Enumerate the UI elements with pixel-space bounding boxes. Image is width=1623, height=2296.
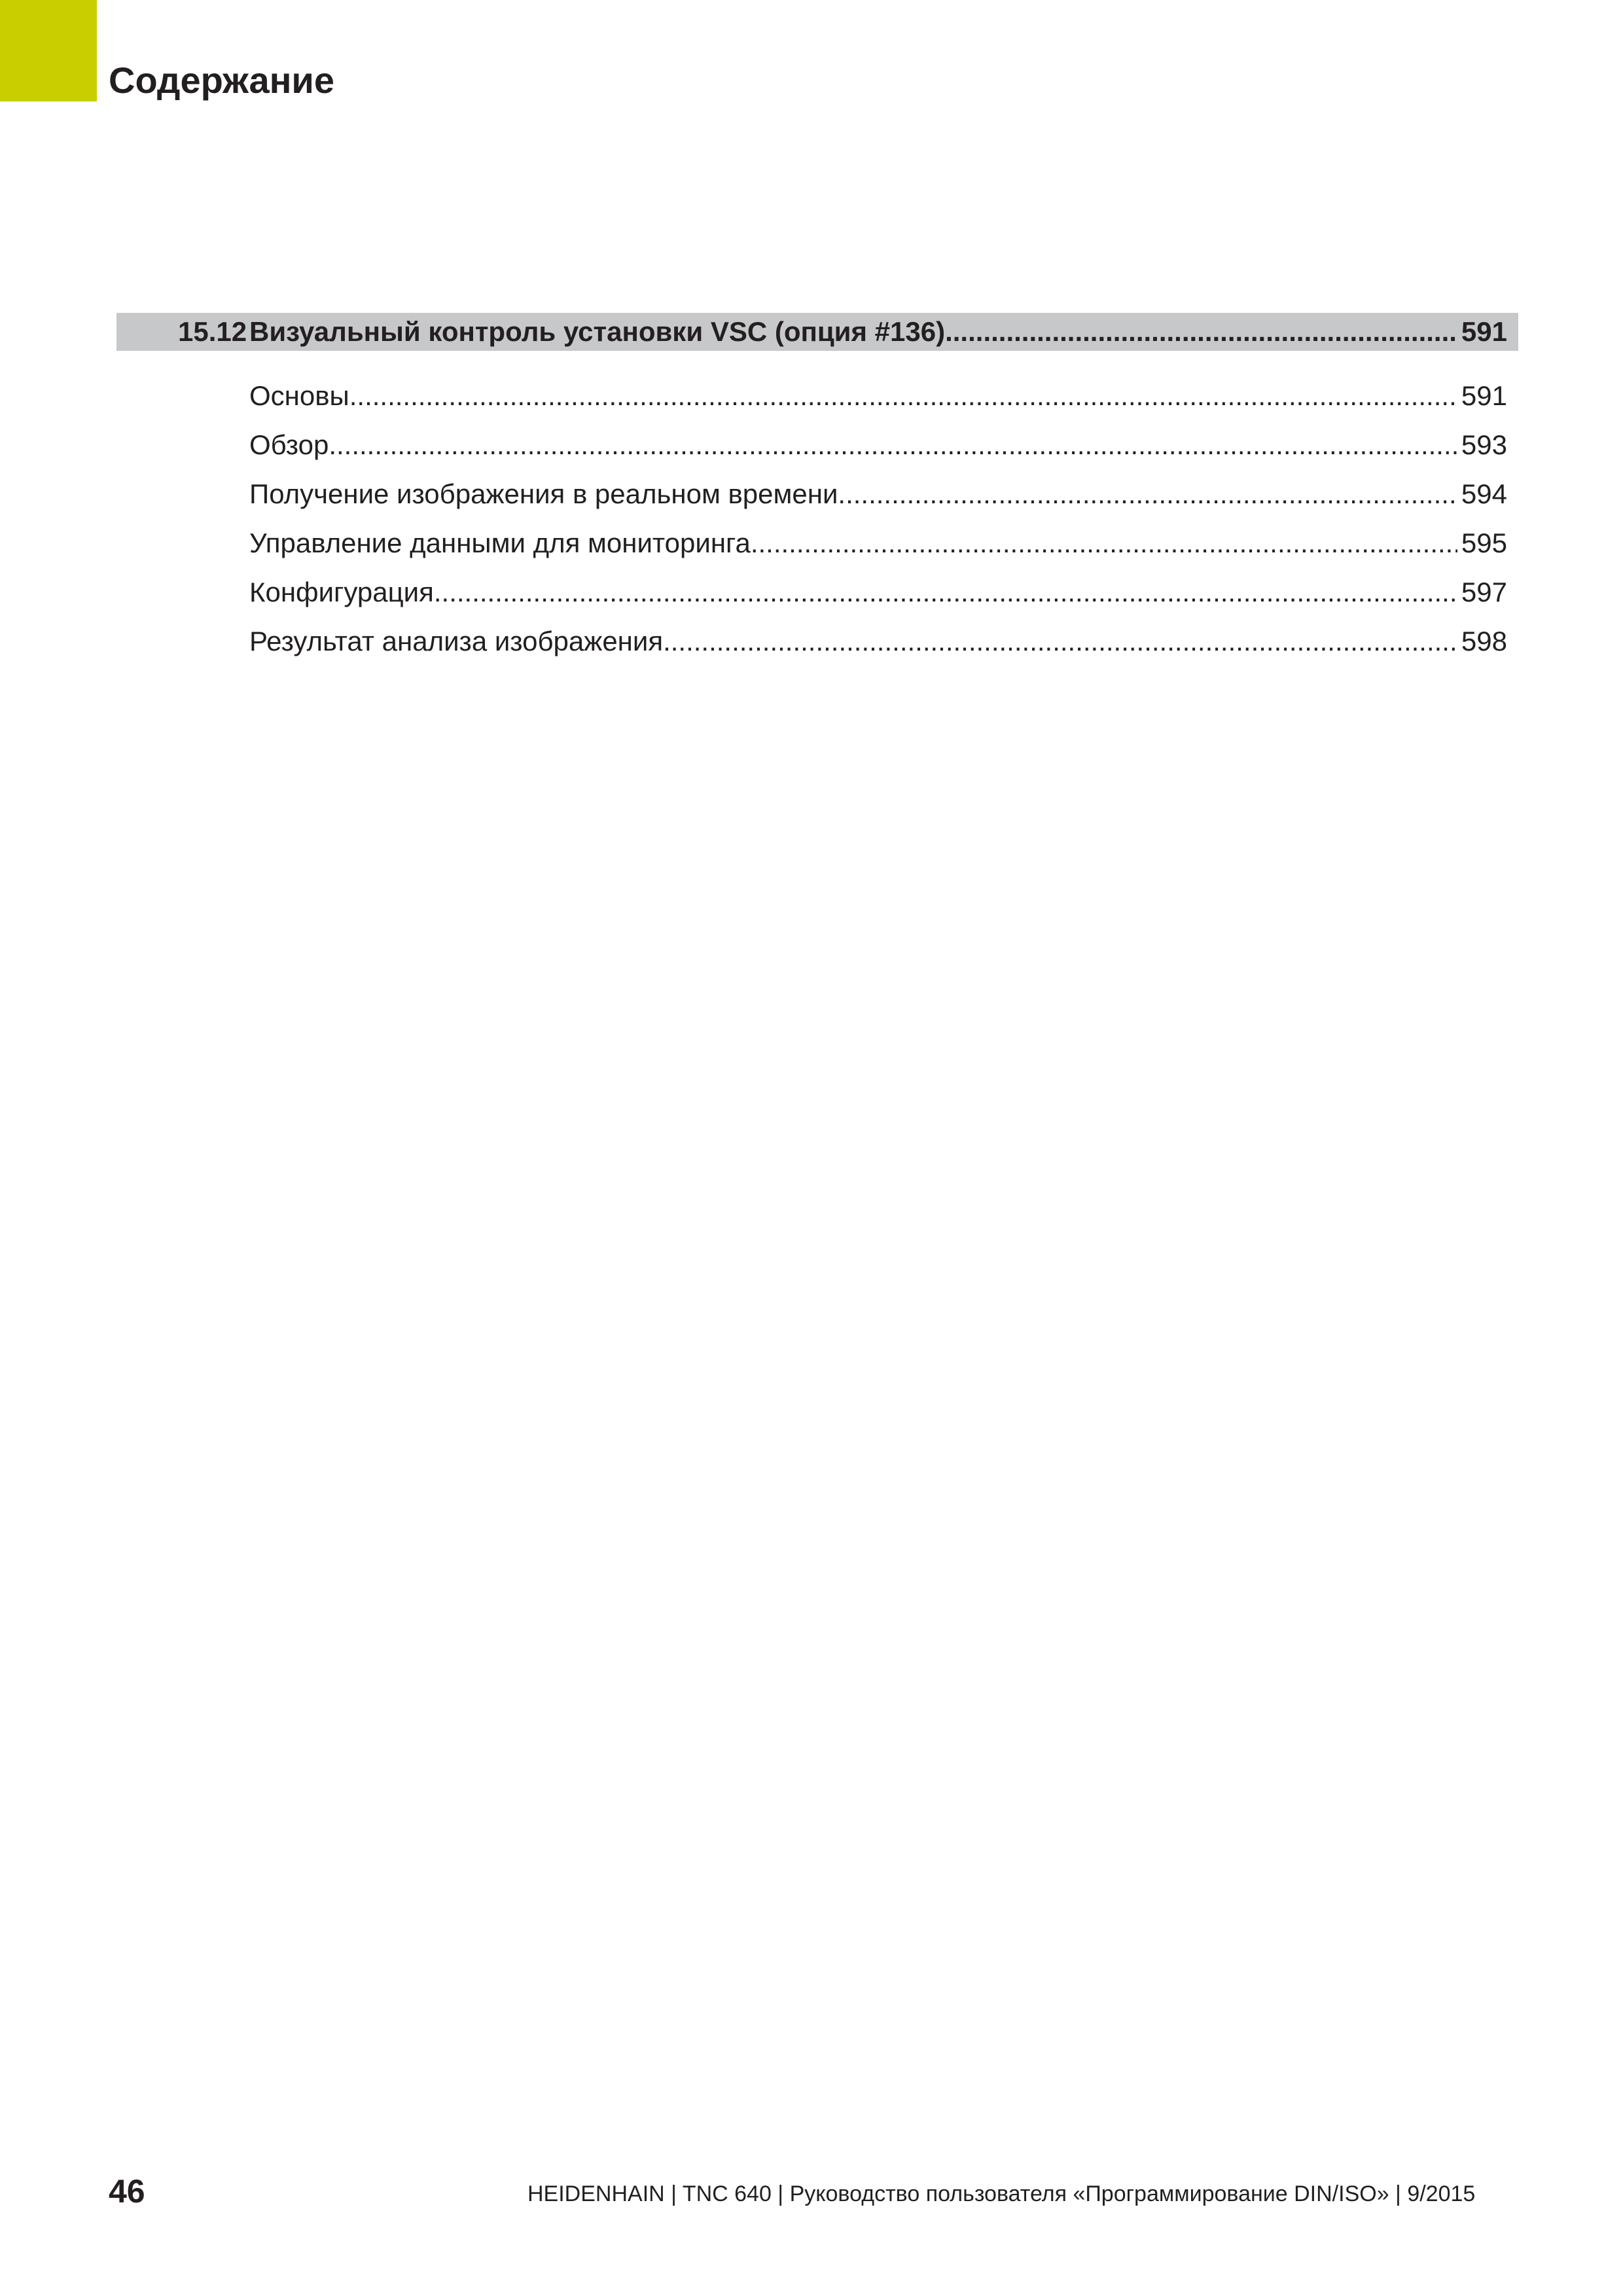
toc-entry[interactable] — [116, 621, 1518, 670]
dot-leader — [751, 523, 1457, 564]
footer-text: HEIDENHAIN | TNC 640 | Руководство пользователя «Программирование DIN/ISO» | 9/2015 — [527, 2181, 1476, 2206]
toc-entry[interactable] — [116, 523, 1518, 572]
dot-leader — [663, 621, 1457, 662]
toc-entry-title: Основы — [249, 380, 349, 411]
toc-entry-page: 593 — [1461, 429, 1507, 460]
dot-leader — [349, 376, 1457, 416]
toc-entry-title: Обзор — [249, 429, 329, 460]
dot-leader — [434, 572, 1457, 613]
toc-entry-title: Управление данными для мониторинга — [249, 528, 751, 558]
dot-leader — [329, 425, 1457, 465]
footer-page-number: 46 — [109, 2173, 145, 2210]
toc-entry-page: 595 — [1461, 528, 1507, 558]
toc-entry-row — [249, 425, 1507, 465]
page-title: Содержание — [109, 60, 334, 101]
toc-entry[interactable] — [116, 474, 1518, 523]
toc-entry-page: 594 — [1461, 478, 1507, 509]
toc-entry-row — [249, 376, 1507, 416]
toc-entry-row — [249, 523, 1507, 564]
dot-leader — [838, 474, 1457, 514]
table-of-contents — [116, 313, 1518, 670]
toc-entry[interactable] — [116, 376, 1518, 425]
section-page-number: 591 — [1461, 316, 1507, 347]
section-number: 15.12 — [178, 316, 247, 347]
toc-entry-title: Получение изображения в реальном времени — [249, 478, 838, 509]
toc-entry-row — [249, 621, 1507, 662]
toc-entry-title: Конфигурация — [249, 577, 434, 607]
toc-entry[interactable] — [116, 572, 1518, 621]
toc-entry-list — [116, 376, 1518, 670]
section-title: Визуальный контроль установки VSC (опция #136) — [249, 316, 946, 347]
toc-entry-page: 597 — [1461, 577, 1507, 607]
toc-entry-row — [249, 474, 1507, 514]
toc-entry-title: Результат анализа изображения — [249, 626, 664, 656]
toc-entry-page: 591 — [1461, 380, 1507, 411]
section-row — [249, 313, 1507, 351]
dot-leader — [945, 313, 1457, 351]
toc-entry-row — [249, 572, 1507, 613]
toc-entry[interactable] — [116, 425, 1518, 474]
toc-entry-page: 598 — [1461, 626, 1507, 656]
chapter-accent-block — [0, 0, 97, 101]
toc-section-heading[interactable] — [116, 313, 1518, 351]
